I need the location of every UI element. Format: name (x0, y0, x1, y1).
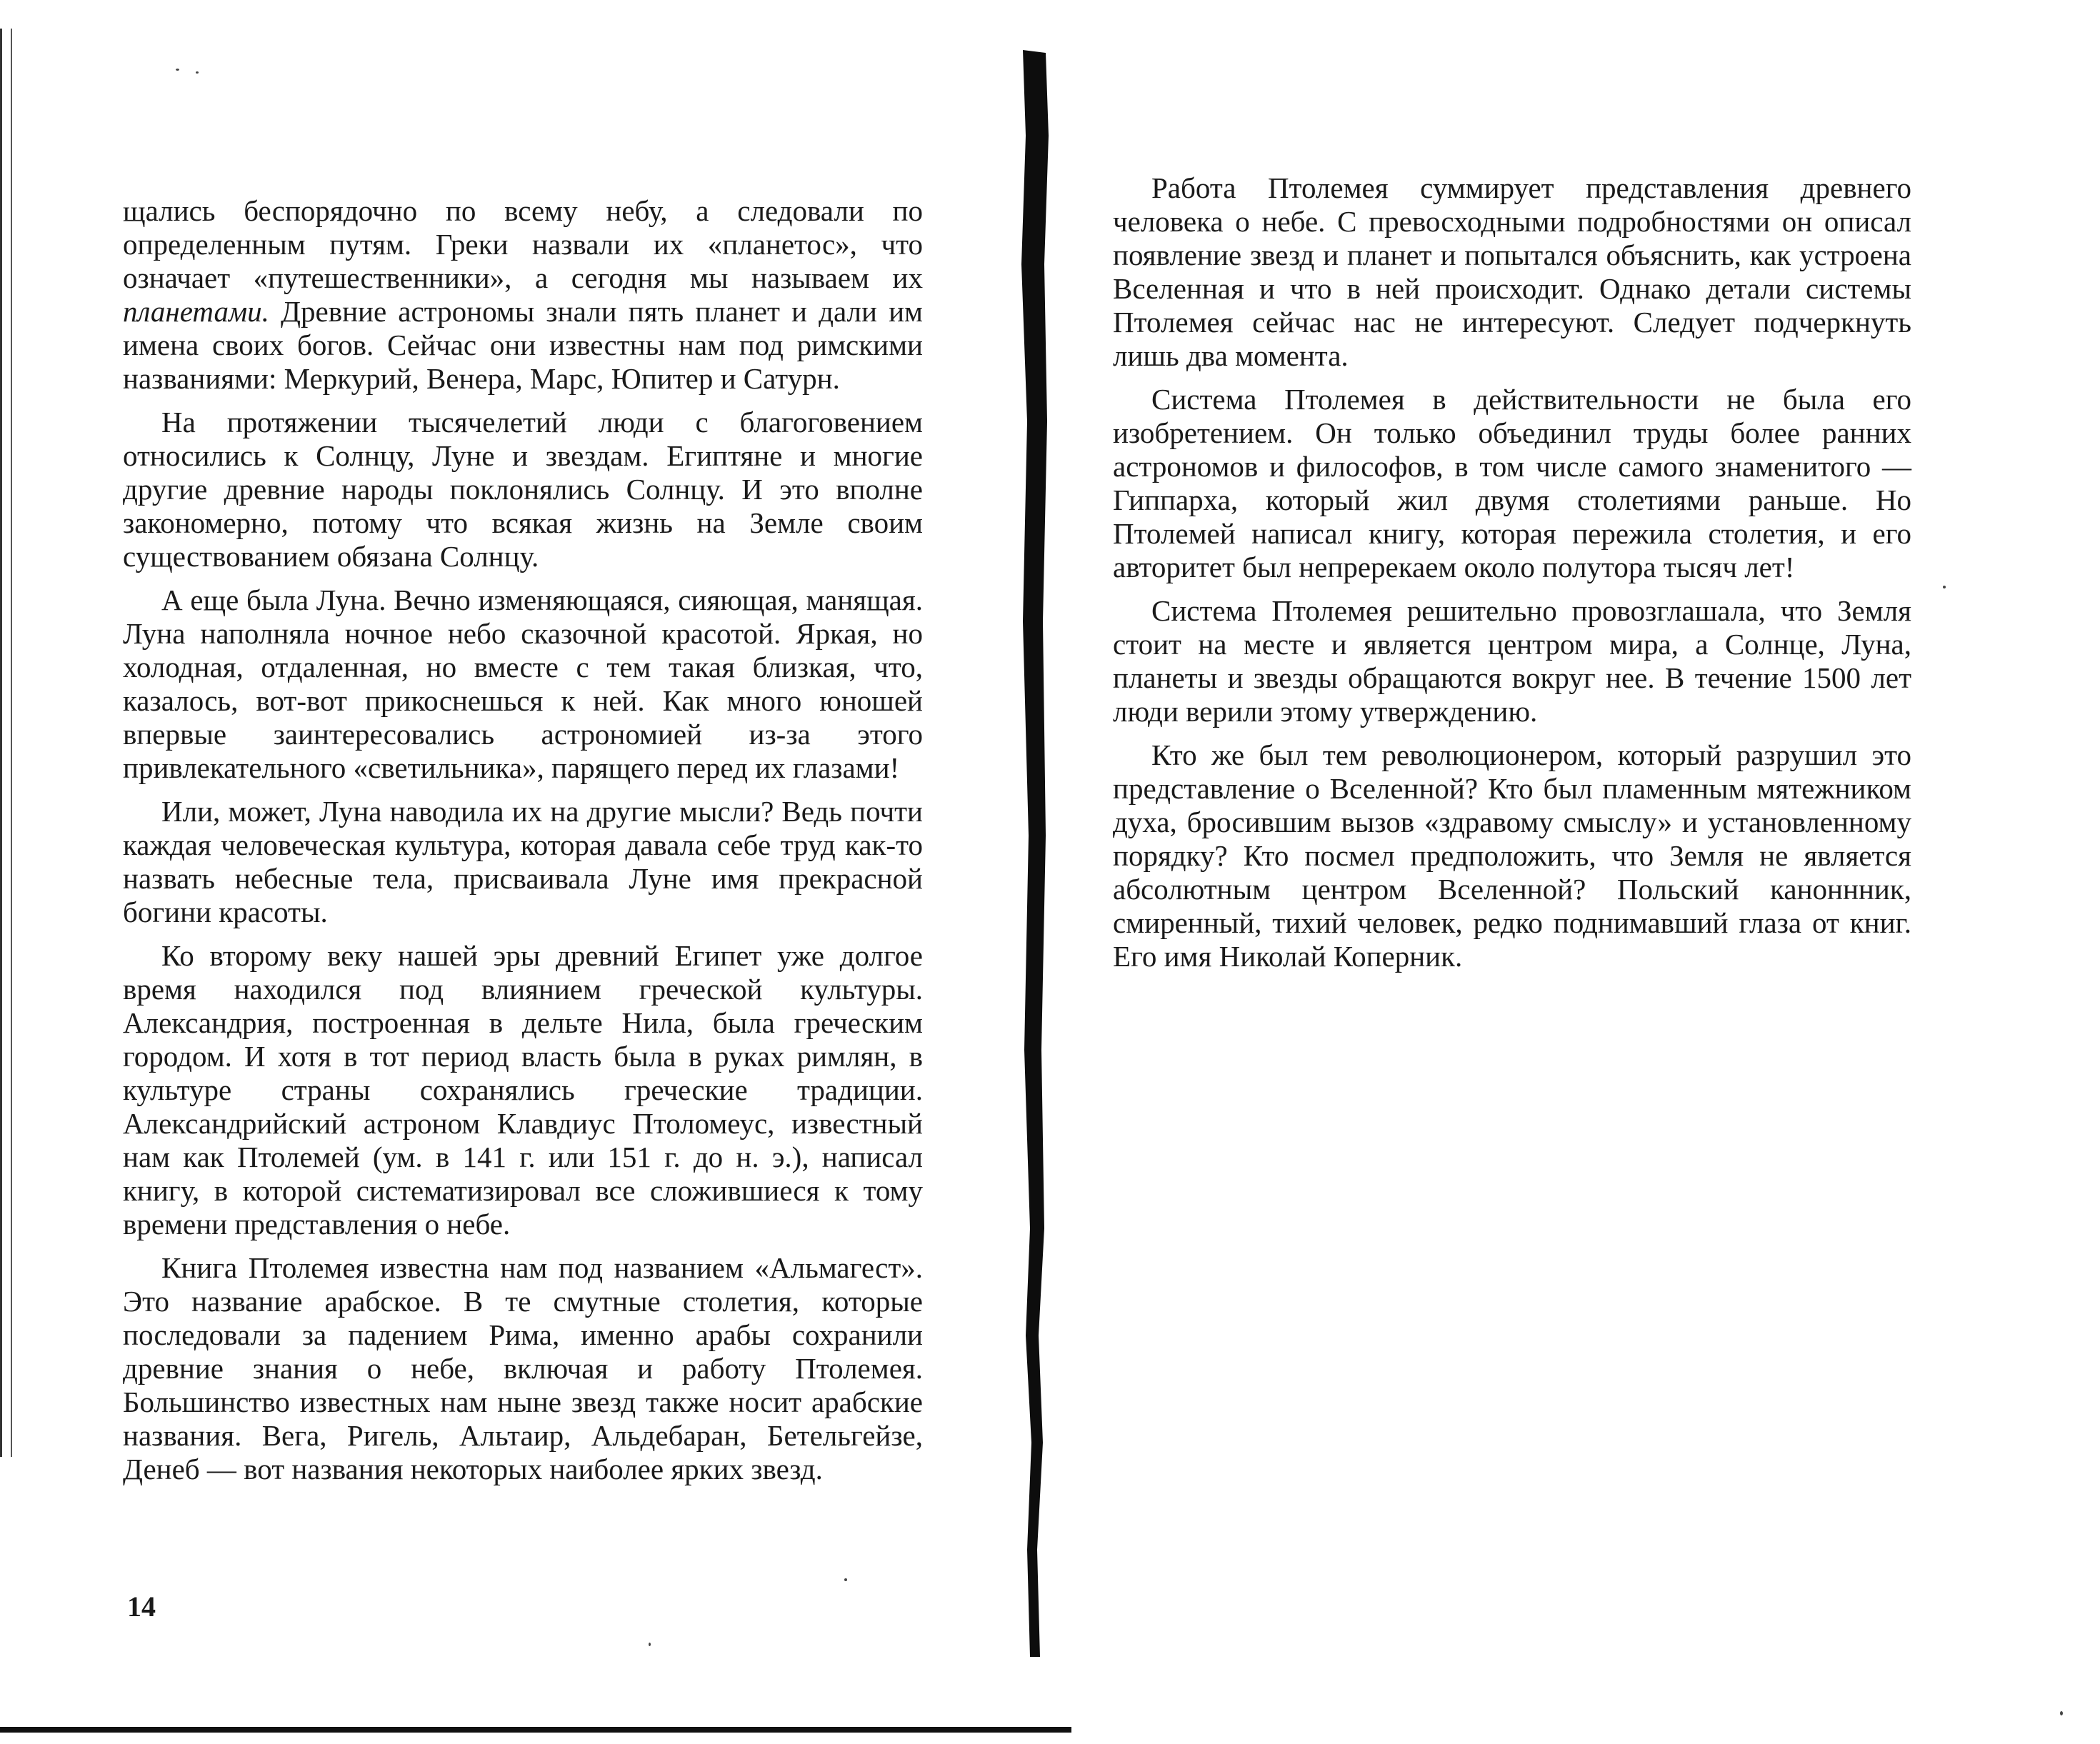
scan-speck (176, 69, 179, 71)
paragraph: Книга Птолемея известна нам под названием «Альмагест». Это название арабское. В те смутные столетия, которые последовали за падением Рима, именно арабы сохранили древние знания о небе, включая и работу Птолемея. Большинство известных нам ныне звезд также носит арабские названия. Вега, Ригель, Альтаир, Альдебаран, Бетельгейзе, Денеб — вот названия некоторых наиболее ярких звезд. (123, 1251, 923, 1485)
paragraph: Ко второму веку нашей эры древний Египет уже долгое время находился под влиянием греческой культуры. Александрия, построенная в дельте Нила, была греческим городом. И хотя в тот период власть была в руках римлян, в культуре страны сохранялись греческие традиции. Александрийский астроном Клавдиус Птоломеус, известный нам как Птолемей (ум. в 141 г. или 151 г. до н. э.), написал книгу, в которой систематизировал все сложившиеся к тому времени представления о небе. (123, 939, 923, 1241)
page-number: 14 (127, 1590, 156, 1623)
left-page-text (123, 194, 923, 1496)
paragraph: Работа Птолемея суммирует представления древнего человека о небе. С превосходными подробностями он описал появление звезд и планет и попытался объяснить, как устроена Вселенная и что в ней происходит. Однако детали системы Птолемея сейчас нас не интересуют. Следует подчеркнуть лишь два момента. (1113, 171, 1911, 372)
paragraph: На протяжении тысячелетий люди с благоговением относились к Солнцу, Луне и звездам. Египтяне и многие другие древние народы поклонялись Солнцу. И это вполне закономерно, потому что всякая жизнь на Земле своим существованием обязана Солнцу. (123, 406, 923, 573)
scan-speck (649, 1643, 651, 1646)
left-page (0, 0, 1000, 1744)
scan-bottom-edge (0, 1727, 1071, 1733)
paragraph: Система Птолемея в действительности не была его изобретением. Он только объединил труды более ранних астрономов и философов, в том числе самого знаменитого — Гиппарха, который жил двумя столетиями раньше. Но Птолемей написал книгу, которая пережила столетия, и его авторитет был непререкаем около полутора тысяч лет! (1113, 383, 1911, 583)
italic-term: планетами. (123, 295, 269, 328)
paragraph: А еще была Луна. Вечно изменяющаяся, сияющая, манящая. Луна наполняла ночное небо сказочной красотой. Яркая, но холодная, отдаленная, но вместе с тем такая близкая, что, казалось, вот-вот прикоснешься к ней. Как много юношей впервые заинтересовались астрономией из-за этого привлекательного «светильника», парящего перед их глазами! (123, 583, 923, 784)
paragraph: Или, может, Луна наводила их на другие мысли? Ведь почти каждая человеческая культура, которая давала себе труд как-то назвать небесные тела, присваивала Луне имя прекрасной богини красоты. (123, 795, 923, 928)
scan-speck (1943, 586, 1946, 588)
scan-speck (844, 1578, 847, 1581)
right-page (1014, 0, 2100, 1744)
scan-speck (2060, 1711, 2063, 1715)
paragraph: Кто же был тем революционером, который разрушил это представление о Вселенной? Кто был пламенным мятежником духа, бросившим вызов «здравому смыслу» и установленному порядку? Кто посмел предположить, что Земля не является абсолютным центром Вселенной? Польский каноннник, смиренный, тихий человек, редко поднимавший глаза от книг. Его имя Николай Коперник. (1113, 738, 1911, 973)
paragraph: щались беспорядочно по всему небу, а следовали по определенным путям. Греки назвали их «планетос», что означает «путешественники», а сегодня мы называем их планетами. Древние астрономы знали пять планет и дали им имена своих богов. Сейчас они известны нам под римскими названиями: Меркурий, Венера, Марс, Юпитер и Сатурн. (123, 194, 923, 395)
scan-speck (196, 71, 199, 74)
paragraph: Система Птолемея решительно провозглашала, что Земля стоит на месте и является центром мира, а Солнце, Луна, планеты и звезды обращаются вокруг нее. В течение 1500 лет люди верили этому утверждению. (1113, 594, 1911, 728)
right-page-text (1113, 171, 1911, 983)
